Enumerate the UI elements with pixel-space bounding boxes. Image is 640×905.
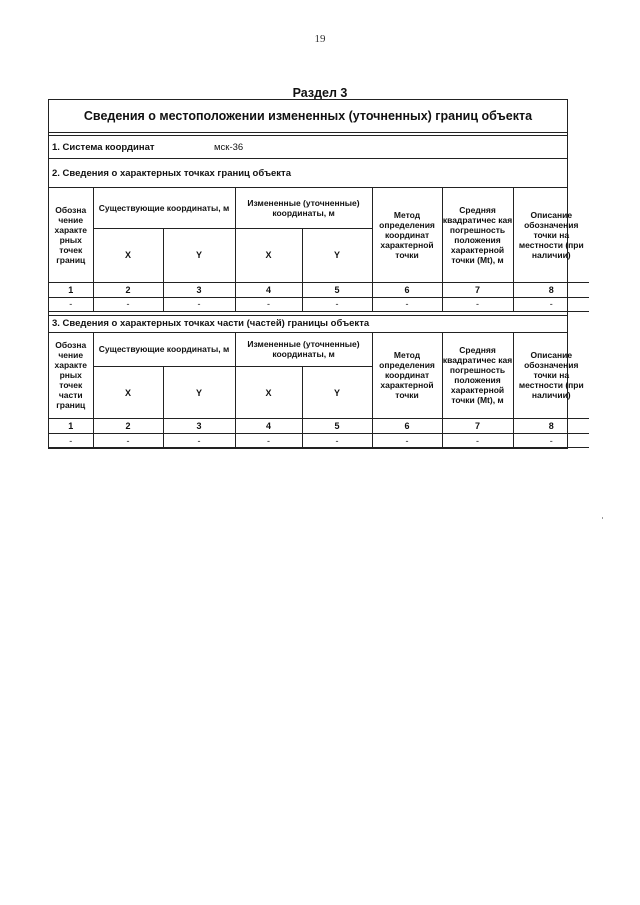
existing-y-header: Y — [163, 367, 235, 419]
scan-speck — [602, 517, 603, 519]
table-cell: - — [93, 297, 163, 311]
table-cell: - — [49, 297, 93, 311]
table-cell: - — [49, 434, 93, 448]
section-heading: Сведения о местоположении измененных (уточненных) границ объекта — [49, 100, 567, 133]
point-designation-header: Обозна чение характе рных точек границ — [49, 188, 93, 282]
coordinate-system-label: 1. Система координат — [52, 141, 155, 153]
boundary-part-points-table — [49, 333, 589, 449]
boundary-points-table — [49, 188, 589, 312]
column-number: 3 — [163, 282, 235, 297]
table-cell: - — [442, 434, 513, 448]
column-numbers-row — [49, 419, 589, 434]
table-cell: - — [372, 297, 442, 311]
table-cell: - — [372, 434, 442, 448]
point-designation-header: Обозна чение характе рных точек части границ — [49, 333, 93, 419]
table-cell: - — [442, 297, 513, 311]
column-number: 7 — [442, 419, 513, 434]
coordinate-system-row — [49, 136, 567, 159]
description-header: Описание обозначения точки на местности (при наличии) — [513, 188, 589, 282]
method-header: Метод определения координат характерной точки — [372, 188, 442, 282]
boundary-points-subheading: 2. Сведения о характерных точках границ объекта — [49, 159, 567, 188]
table-cell: - — [513, 434, 589, 448]
existing-coordinates-header: Существующие координаты, м — [93, 188, 235, 228]
column-number: 6 — [372, 419, 442, 434]
column-number: 1 — [49, 282, 93, 297]
changed-y-header: Y — [302, 367, 372, 419]
changed-x-header: X — [235, 228, 302, 282]
existing-y-header: Y — [163, 228, 235, 282]
changed-x-header: X — [235, 367, 302, 419]
mean-square-error-header: Средняя квадратичес кая погрешность положения характерной точки (Mt), м — [442, 188, 513, 282]
table-cell: - — [235, 297, 302, 311]
column-number: 5 — [302, 282, 372, 297]
existing-coordinates-header: Существующие координаты, м — [93, 333, 235, 367]
column-number: 1 — [49, 419, 93, 434]
existing-x-header: X — [93, 367, 163, 419]
page-number: 19 — [314, 33, 326, 45]
coordinate-system-value: мск-36 — [214, 141, 244, 153]
column-number: 4 — [235, 419, 302, 434]
changed-coordinates-header: Измененные (уточненные) координаты, м — [235, 188, 372, 228]
table-row — [49, 434, 589, 448]
column-number: 5 — [302, 419, 372, 434]
column-number: 3 — [163, 419, 235, 434]
table-cell: - — [302, 434, 372, 448]
section-frame — [48, 99, 584, 449]
column-number: 8 — [513, 282, 589, 297]
table-cell: - — [513, 297, 589, 311]
table-cell: - — [235, 434, 302, 448]
method-header: Метод определения координат характерной точки — [372, 333, 442, 419]
table-cell: - — [163, 297, 235, 311]
table-cell: - — [302, 297, 372, 311]
section-title: Раздел 3 — [292, 86, 348, 100]
column-number: 2 — [93, 282, 163, 297]
mean-square-error-header: Средняя квадратичес кая погрешность положения характерной точки (Mt), м — [442, 333, 513, 419]
column-numbers-row — [49, 282, 589, 297]
table-cell: - — [163, 434, 235, 448]
description-header: Описание обозначения точки на местности (при наличии) — [513, 333, 589, 419]
column-number: 8 — [513, 419, 589, 434]
column-number: 2 — [93, 419, 163, 434]
column-number: 4 — [235, 282, 302, 297]
changed-y-header: Y — [302, 228, 372, 282]
boundary-part-points-subheading: 3. Сведения о характерных точках части (частей) границы объекта — [49, 316, 567, 333]
column-number: 7 — [442, 282, 513, 297]
column-number: 6 — [372, 282, 442, 297]
existing-x-header: X — [93, 228, 163, 282]
table-row — [49, 297, 589, 311]
table-cell: - — [93, 434, 163, 448]
changed-coordinates-header: Измененные (уточненные) координаты, м — [235, 333, 372, 367]
